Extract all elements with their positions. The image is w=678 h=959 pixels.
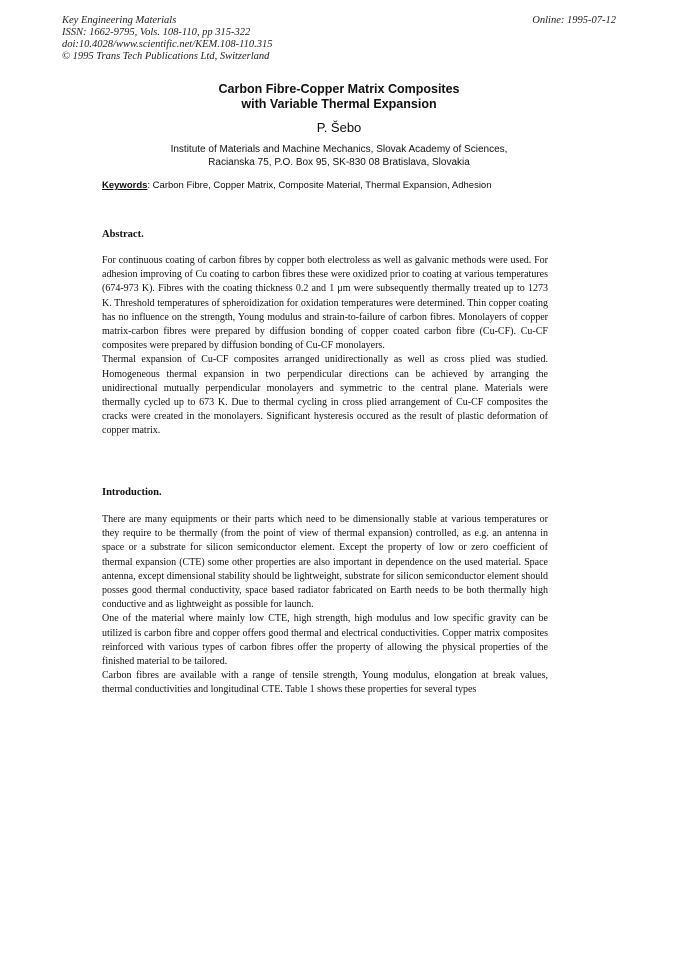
introduction-paragraph-3: Carbon fibres are available with a range of tensile strength, Young modulus, elongation at break values, thermal conductivities and longitudinal CTE. Table 1 shows these properties for several types xyxy=(102,670,548,696)
introduction-paragraph-1: There are many equipments or their parts which need to be dimensionally stable at various temperatures or they require to be thermally (from the point of view of thermal expansion) controlled, as e.g. an antenna in space or a substrate for silicon semiconductor element. Except the property of low or zero coefficient of thermal expansion (CTE) some other properties are also important in dependence on the used material. Space antenna, except dimensional stability should be lightweight, substrate for silicon semiconductor element should posses good thermal conductivity, space based radiator fabricated on Earth needs to be both thermally high conductive and as lightweight as possible for launch. xyxy=(102,514,549,611)
abstract-paragraph-2: Thermal expansion of Cu-CF composites arranged unidirectionally as well as cross plied was studied. Homogeneous thermal expansion in two perpendicular directions can be achieved by arranging the unidirectional mutually perpendicular monolayers and symmetric to the central plane. Materials were thermally cycled up to 673 K. Due to thermal cycling in cross plied arrangement of Cu-CF composites the cracks were created in the monolayers. Significant hysteresis occured as the result of plastic deformation of copper matrix. xyxy=(102,354,548,437)
journal-name: Key Engineering Materials xyxy=(62,15,177,26)
keywords-text: : Carbon Fibre, Copper Matrix, Composite Material, Thermal Expansion, Adhesion xyxy=(147,180,492,191)
author-name: P. Šebo xyxy=(316,120,362,135)
abstract-paragraph-1: For continuous coating of carbon fibres by copper both electroless as well as galvanic methods were used. For adhesion improving of Cu coating to carbon fibres these were oxidized prior to coating at various temperatures (674-973 K). Fibres with the coating thickness 0.2 and 1 μm were subsequently thermally treated up to 1273 K. Threshold temperatures of spheroidization for oxidation temperatures were determined. Thin copper coating has no influence on the strength, Young modulus and strain-to-failure of carbon fibres. Monolayers of copper matrix-carbon fibres were prepared by diffusion bonding of copper coated carbon fibre (Cu-CF). Cu-CF composites were prepared by diffusion bonding of Cu-CF monolayers. xyxy=(102,255,548,352)
affiliation xyxy=(0,143,678,169)
doi-line[interactable]: doi:10.4028/www.scientific.net/KEM.108-110.315 xyxy=(62,39,273,50)
affiliation-line-1: Institute of Materials and Machine Mechanics, Slovak Academy of Sciences, xyxy=(170,144,508,155)
keywords-label: Keywords xyxy=(102,180,148,191)
title-block xyxy=(0,82,678,169)
keywords xyxy=(102,180,492,192)
issn-line: ISSN: 1662-9795, Vols. 108-110, pp 315-322 xyxy=(62,27,251,38)
paper-title-line-1: Carbon Fibre-Copper Matrix Composites xyxy=(218,82,460,96)
introduction-paragraph-2: One of the material where mainly low CTE, high strength, high modulus and low specific gravity can be utilized is carbon fibre and copper offers good thermal and electrical conductivities. Copper matrix composites reinforced with various types of carbon fibres offer the property of allowing the physical properties of the finished material to be tailored. xyxy=(102,613,548,668)
paper-title xyxy=(0,82,678,112)
online-date: Online: 1995-07-12 xyxy=(532,15,616,26)
journal-header xyxy=(62,15,482,63)
abstract-heading: Abstract. xyxy=(102,229,144,240)
copyright-line: © 1995 Trans Tech Publications Ltd, Switzerland xyxy=(62,51,270,62)
affiliation-line-2: Racianska 75, P.O. Box 95, SK-830 08 Bratislava, Slovakia xyxy=(208,157,470,168)
introduction-body xyxy=(102,513,548,698)
introduction-heading: Introduction. xyxy=(102,487,162,498)
paper-title-line-2: with Variable Thermal Expansion xyxy=(241,97,437,111)
abstract-body xyxy=(102,254,548,439)
